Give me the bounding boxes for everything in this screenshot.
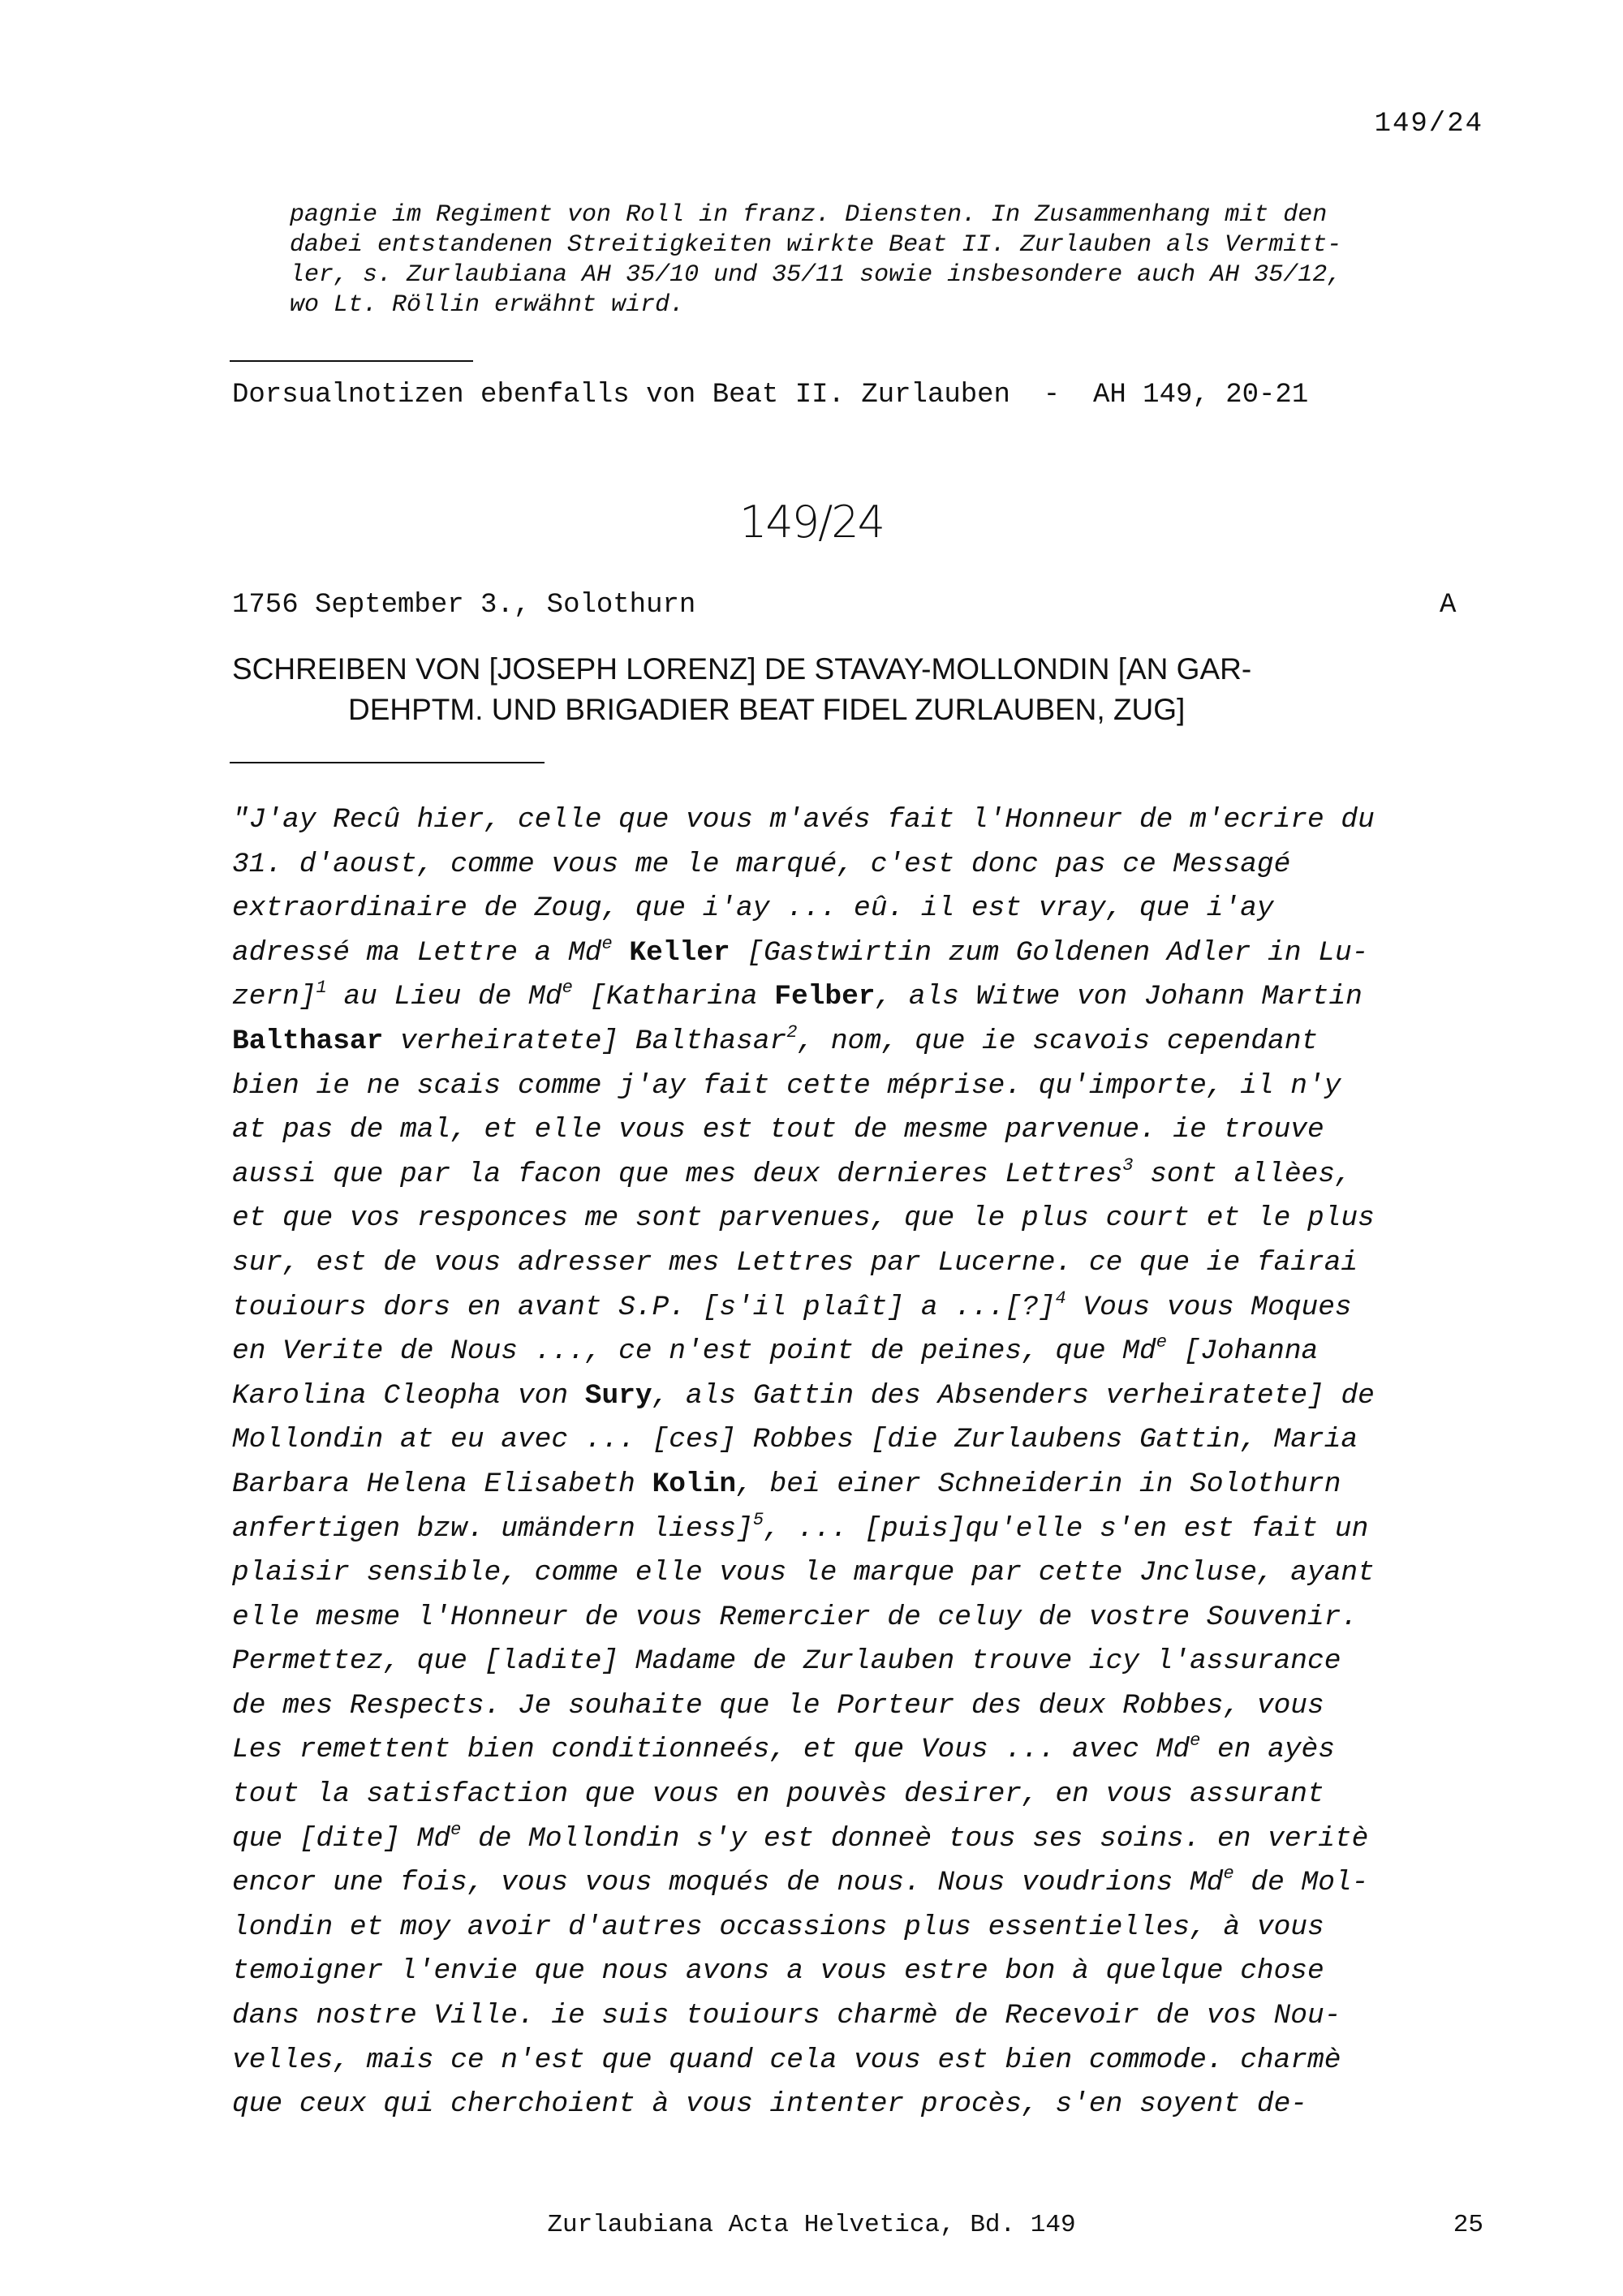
superscript: e [1190,1731,1201,1752]
footnote-line: dabei entstandenen Streitigkeiten wirkte Beat II. Zurlauben als Vermitt- [290,231,1342,259]
body-text-run: , nom, que ie scavois cependant bien ie ne scais comme j'ay fait cette méprise. qu'importe, il n'y at pas de mal, et elle vous est tout de mesme parvenue. ie trouve aussi que par la facon que mes deux dernieres Lettres [232,1025,1341,1190]
body-text-run [613,937,630,969]
document-number-heading: 149/24 [739,497,884,548]
body-text-run: de Mol- londin et moy avoir d'autres occassions plus essentielles, à vous temoigner l'envie que nous avons a vous estre bon à quelque chose dans nostre Ville. ie suis touiours charmè de Recevoir de vos Nou- velles, mais ce n'est que quand cela vous est bien commode. charmè que ceux qui cherchoient à vous intenter procès, s'en soyent de- [232,1867,1369,2121]
dorsal-note: Dorsualnotizen ebenfalls von Beat II. Zurlauben - AH 149, 20-21 [232,380,1309,411]
footer-page-number: 25 [1453,2211,1483,2239]
divider-rule [230,762,545,763]
footnote-line: wo Lt. Röllin erwähnt wird. [290,291,685,319]
superscript: e [450,1819,462,1840]
body-text-run: [Katharina [572,981,775,1013]
body-text-run: "J'ay Recû hier, celle que vous m'avés fait l'Honneur de m'ecrire du 31. d'aoust, comme vous me le marqué, c'est donc pas ce Messagé extraordinaire de Zoug, que i'ay ... eû. il est vray, que i'ay adressé ma Lettre a Md [232,804,1375,969]
body-text-run: , als Gattin des Absenders verheiratete] de Mollondin at eu avec ... [ces] Robbes [die Zurlaubens Gattin, Maria Barbara Helena Elisabeth [232,1379,1375,1500]
superscript: 1 [316,978,327,999]
document-date-place: 1756 September 3., Solothurn [232,590,696,621]
body-text-run: [Gastwirtin zum Goldenen Adler in Lu- zern] [232,936,1369,1013]
body-text-run: , bei einer Schneiderin in Solothurn anfertigen bzw. umändern liess] [232,1468,1341,1545]
body-text-run: Vous vous Moques en Verite de Nous ..., ce n'est point de peines, que Md [232,1291,1352,1368]
body-text-run: verheiratete] Balthasar [383,1025,787,1057]
body-text-run: , als Witwe von Johann Martin [875,981,1363,1013]
person-name: Kolin [652,1468,737,1500]
person-name: Sury [584,1379,652,1412]
header-page-reference: 149/24 [1374,109,1483,140]
document-title-line: DEHPTM. UND BRIGADIER BEAT FIDEL ZURLAUBEN, ZUG] [348,693,1186,726]
superscript: e [1223,1864,1234,1885]
person-name: Felber [774,981,876,1013]
footnote-line: pagnie im Regiment von Roll in franz. Diensten. In Zusammenhang mit den [290,201,1328,229]
person-name: Balthasar [232,1025,384,1057]
superscript: e [562,978,573,999]
previous-footnote-continuation [290,200,1483,320]
person-name: Keller [629,936,730,969]
superscript: 2 [786,1021,798,1043]
footnote-line: ler, s. Zurlaubiana AH 35/10 und 35/11 sowie insbesondere auch AH 35/12, [290,261,1342,289]
document-type-marker: A [1440,590,1457,621]
footer-publication-title: Zurlaubiana Acta Helvetica, Bd. 149 [547,2211,1076,2239]
superscript: e [1156,1332,1167,1353]
superscript: 5 [752,1509,764,1530]
body-text-run: , ... [puis]qu'elle s'en est fait un plaisir sensible, comme elle vous le marque par cette Jncluse, ayant elle mesme l'Honneur de vous Remercier de celuy de vostre Souvenir. Permettez, que [ladite] Madame de Zurlauben trouve icy l'assurance de mes Respects. Je souhaite que le Porteur des deux Robbes, vous Les remettent bien conditionneés, et que Vous ... avec Md [232,1512,1375,1766]
superscript: 4 [1055,1288,1066,1309]
letter-transcription [232,798,1490,2127]
body-text-run: de Mollondin s'y est donneè tous ses soins. en veritè encor une fois, vous vous moqués de nous. Nous voudrions Md [232,1822,1369,1899]
body-text-run: [Johanna Karolina Cleopha von [232,1335,1319,1412]
body-text-run: en ayès tout la satisfaction que vous en pouvès desirer, en vous assurant que [dite] Md [232,1734,1335,1855]
document-title [232,649,1449,730]
divider-rule [230,360,473,362]
document-title-line: SCHREIBEN VON [JOSEPH LORENZ] DE STAVAY-MOLLONDIN [AN GAR- [232,652,1252,686]
body-text-run: au Lieu de Md [326,981,562,1013]
superscript: e [601,933,613,954]
body-text-run: sont allèes, et que vos responces me sont parvenues, que le plus court et le plus sur, est de vous adresser mes Lettres par Lucerne. ce que ie fairai touiours dors en avant S.P. [s'il plaît] a ...[?] [232,1158,1375,1323]
superscript: 3 [1122,1154,1134,1176]
